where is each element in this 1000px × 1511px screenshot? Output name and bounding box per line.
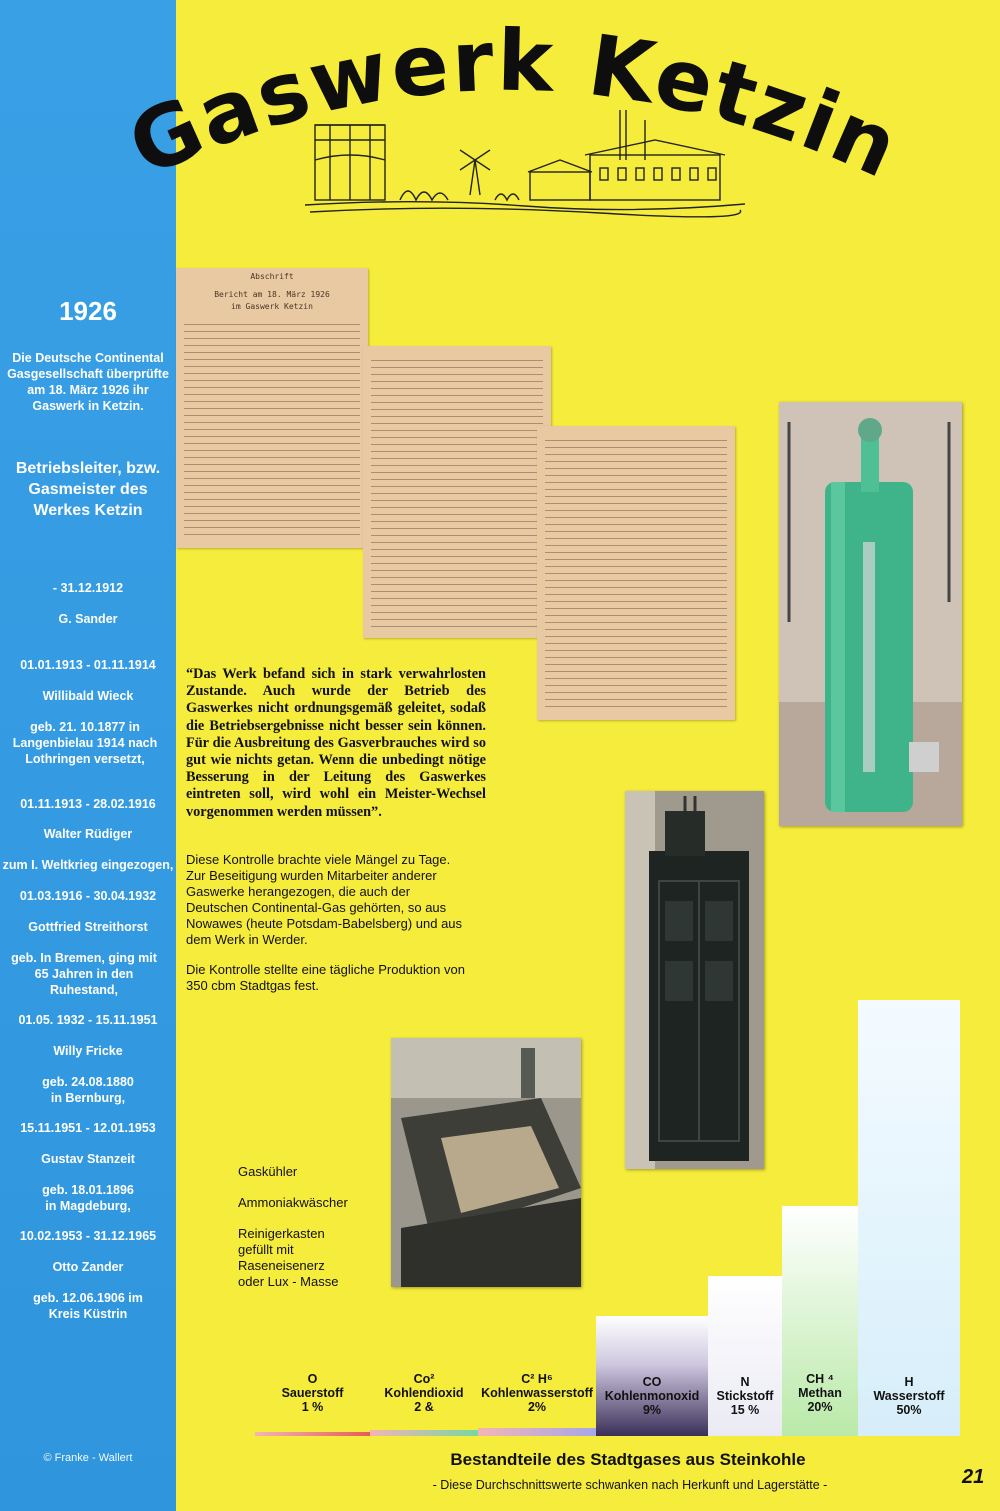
chart-label-formula: CO — [642, 1375, 662, 1389]
chart-label-formula: H — [904, 1375, 914, 1389]
sidebar-entry: geb. 12.06.1906 im Kreis Küstrin — [33, 1291, 143, 1321]
ammonia-washer-photo — [625, 791, 764, 1169]
caption-gaskuehler: Gaskühler — [238, 1164, 298, 1179]
chart-title: Bestandteile des Stadtgases aus Steinkohle — [450, 1450, 806, 1469]
chart-bar — [858, 1000, 960, 1436]
chart-bar-label — [778, 1372, 862, 1414]
sidebar-entry: - 31.12.1912 — [52, 581, 124, 595]
sidebar-entry: Willy Fricke — [53, 1044, 123, 1058]
sidebar-entry: Gottfried Streithorst — [28, 920, 148, 934]
chart-bar-label — [474, 1372, 600, 1414]
chart-subtitle: - Diese Durchschnittswerte schwanken nach Herkunft und Lagerstätte - — [432, 1478, 828, 1492]
chart-bar — [255, 1432, 370, 1436]
chart-label-value-label: 2% — [527, 1400, 547, 1414]
chart-label-formula: O — [307, 1372, 318, 1386]
document-heading: Bericht am 18. März 1926 — [214, 290, 330, 299]
document-scan-page-3 — [537, 426, 735, 720]
sidebar-entry: geb. In Bremen, ging mit 65 Jahren in den Ruhestand, — [11, 951, 157, 997]
sidebar-subhead: Betriebsleiter, bzw. Gasmeister des Werkes Ketzin — [15, 460, 161, 519]
chart-label-value-label: 20% — [807, 1400, 833, 1414]
chart-label-formula: C² H⁶ — [521, 1372, 553, 1386]
gas-cooler-photo — [779, 402, 962, 826]
chart-label-formula: Co² — [413, 1372, 435, 1386]
sidebar-entry: 01.03.1916 - 30.04.1932 — [19, 889, 157, 903]
sidebar-entry: geb. 24.08.1880 in Bernburg, — [42, 1075, 134, 1105]
document-heading: im Gaswerk Ketzin — [231, 302, 313, 311]
chart-label-name: Wasserstoff — [873, 1389, 945, 1403]
chart-bar-label — [854, 1375, 964, 1417]
page-number: 21 — [962, 1466, 985, 1488]
chart-bar — [370, 1430, 478, 1436]
caption-reiniger: Reinigerkasten gefüllt mit Raseneisenerz oder Lux - Masse — [238, 1226, 339, 1289]
document-scan-page-2 — [363, 346, 551, 638]
chart-label-name: Stickstoff — [716, 1389, 774, 1403]
body-paragraph: Die Kontrolle stellte eine tägliche Produktion von 350 cbm Stadtgas fest. — [186, 962, 465, 993]
chart-label-name: Methan — [798, 1386, 842, 1400]
page-title: Gaswerk Ketzin — [114, 11, 914, 198]
chart-label-value-label: 2 & — [414, 1400, 434, 1414]
sidebar-entry: 15.11.1951 - 12.01.1953 — [20, 1121, 156, 1135]
chart-label-name: Kohlenwasserstoff — [481, 1386, 593, 1400]
sidebar-entry: Walter Rüdiger — [43, 827, 133, 841]
sidebar-entry: geb. 21. 10.1877 in Langenbielau 1914 nach Lothringen versetzt, — [12, 720, 158, 766]
sidebar-entry: Gustav Stanzeit — [41, 1152, 135, 1166]
chart-label-name: Kohlendioxid — [384, 1386, 464, 1400]
sidebar-year: 1926 — [59, 296, 117, 326]
sidebar-entry: 01.11.1913 - 28.02.1916 — [20, 797, 156, 811]
gasworks-sketch — [300, 100, 750, 230]
sidebar-entry: G. Sander — [58, 612, 118, 626]
chart-bar — [478, 1428, 596, 1436]
chart-bar-label — [366, 1372, 482, 1414]
caption-ammoniak: Ammoniakwäscher — [238, 1195, 348, 1210]
purifier-box-photo — [391, 1038, 581, 1287]
sidebar-entry: zum I. Weltkrieg eingezogen, — [2, 858, 174, 872]
chart-bar-label — [251, 1372, 374, 1414]
chart-label-name: Sauerstoff — [281, 1386, 344, 1400]
chart-label-value-label: 15 % — [730, 1403, 760, 1417]
chart-label-value-label: 50% — [896, 1403, 922, 1417]
sidebar-entry: 01.01.1913 - 01.11.1914 — [20, 658, 156, 672]
chart-label-name: Kohlenmonoxid — [604, 1389, 700, 1403]
chart-bar-label — [704, 1375, 786, 1417]
sidebar-entry: 10.02.1953 - 31.12.1965 — [19, 1229, 157, 1243]
sidebar-entry: Otto Zander — [52, 1260, 124, 1274]
body-paragraph: Diese Kontrolle brachte viele Mängel zu Tage. Zur Beseitigung wurden Mitarbeiter anderer Gaswerke herangezogen, die auch der Deutschen Continental-Gas gehörten, so aus Nowawes (heute Potsdam-Babelsberg) und aus dem Werk in Werder. — [186, 852, 463, 947]
chart-label-formula: N — [740, 1375, 750, 1389]
sidebar-entry: 01.05. 1932 - 15.11.1951 — [18, 1013, 158, 1027]
chart-label-value-label: 1 % — [301, 1400, 324, 1414]
chart-label-formula: CH ⁴ — [806, 1372, 834, 1386]
sidebar-intro: Die Deutsche Continental Gasgesellschaft überprüfte am 18. März 1926 ihr Gaswerk in Ketzin. — [7, 351, 169, 413]
sidebar-entry: geb. 18.01.1896 in Magdeburg, — [42, 1183, 134, 1213]
chart-label-value-label: 9% — [642, 1403, 662, 1417]
report-quote: “Das Werk befand sich in stark verwahrlosten Zustande. Auch wurde der Betrieb des Gaswerkes nicht ordnungsgemäß geleitet, sodaß die Betriebsergebnisse nicht besser sein können. Für die Ausbreitung des Gasverbrauches wird so gut wie nichts getan. Wenn die unbedingt nötige Besserung in der Leitung des Gaswerkes eintreten soll, wird wohl ein Meister-Wechsel vorgenommen werden müssen”. — [186, 666, 486, 820]
document-heading: Abschrift — [250, 272, 294, 281]
sidebar-entry: Willibald Wieck — [42, 689, 134, 703]
chart-bar-label — [592, 1375, 712, 1417]
copyright: © Franke - Wallert — [43, 1452, 133, 1464]
document-scan-page-1 — [176, 268, 368, 548]
